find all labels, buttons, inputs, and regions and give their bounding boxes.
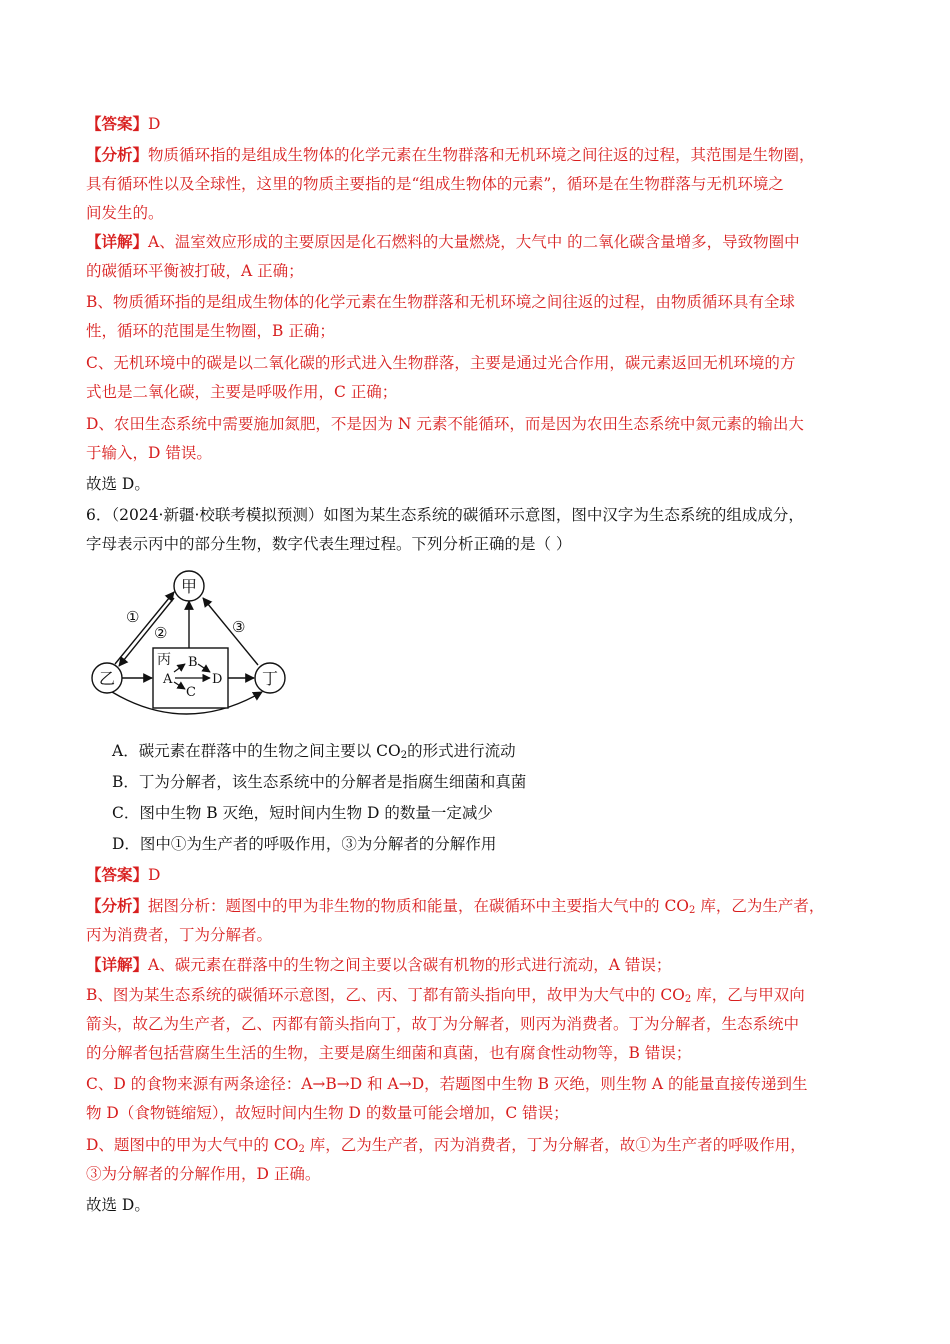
detail-text: D、题图中的甲为大气中的 CO <box>86 1136 299 1154</box>
q5-conclusion: 故选 D。 <box>86 475 150 493</box>
q6-detail-b-line-1 <box>86 985 805 1005</box>
q6-detail-b-line-3: 的分解者包括营腐生生活的生物，主要是腐生细菌和真菌，也有腐食性动物等，B 错误； <box>86 1044 692 1062</box>
q6-detail-d-line-2: ③为分解者的分解作用，D 正确。 <box>86 1165 321 1183</box>
process-2-label: ② <box>154 624 168 642</box>
q6-stem-line-2: 字母表示丙中的部分生物，数字代表生理过程。下列分析正确的是（ ） <box>86 535 572 553</box>
detail-text-end: 库，乙与甲双向 <box>691 986 805 1004</box>
answer-tag: 【答案】 <box>86 114 149 133</box>
q5-detail-b-line-2: 性，循环的范围是生物圈，B 正确； <box>86 322 335 340</box>
q6-option-d: D．图中①为生产者的呼吸作用，③为分解者的分解作用 <box>112 835 497 853</box>
organism-a: A <box>163 672 173 687</box>
q5-analysis-line-1 <box>86 145 815 165</box>
q6-option-b: B．丁为分解者，该生态系统中的分解者是指腐生细菌和真菌 <box>112 773 527 791</box>
q5-detail-a-line-1 <box>86 232 800 252</box>
q5-detail-a-line-2: 的碳循环平衡被打破，A 正确； <box>86 262 304 280</box>
carbon-cycle-diagram <box>86 568 306 728</box>
process-3-label: ③ <box>232 618 246 636</box>
q6-analysis-line-1 <box>86 896 824 916</box>
q5-answer <box>86 114 160 134</box>
q6-answer <box>86 865 160 885</box>
node-yi-label: 乙 <box>98 669 116 688</box>
detail-tag: 【详解】 <box>86 955 149 974</box>
subscript: 2 <box>400 750 408 761</box>
analysis-tag: 【分析】 <box>86 145 149 164</box>
q6-detail-c-line-2: 物 D（食物链缩短），故短时间内生物 D 的数量可能会增加，C 错误； <box>86 1104 569 1122</box>
q5-detail-c-line-2: 式也是二氧化碳，主要是呼吸作用，C 正确； <box>86 383 398 401</box>
box-bing-label: 丙 <box>157 652 171 668</box>
answer-value: D <box>148 866 161 884</box>
detail-text-end: 库，乙为生产者，丙为消费者，丁为分解者，故①为生产者的呼吸作用， <box>304 1136 806 1154</box>
detail-text: A、温室效应形成的主要原因是化石燃料的大量燃烧，大气中 的二氧化碳含量增多，导致物圈中 <box>148 233 800 251</box>
q6-option-c: C．图中生物 B 灭绝，短时间内生物 D 的数量一定减少 <box>112 804 493 822</box>
organism-b: B <box>188 655 198 670</box>
q5-detail-d-line-1: D、农田生态系统中需要施加氮肥，不是因为 N 元素不能循环，而是因为农田生态系统中氮元素的输出大 <box>86 415 804 433</box>
q6-detail-c-line-1: C、D 的食物来源有两条途径：A→B→D 和 A→D，若题图中生物 B 灭绝，则生物 A 的能量直接传递到生 <box>86 1075 808 1093</box>
option-a-text-end: 的形式进行流动 <box>407 742 516 760</box>
organism-c: C <box>186 685 196 700</box>
q6-detail-a <box>86 955 671 975</box>
detail-text: A、碳元素在群落中的生物之间主要以含碳有机物的形式进行流动，A 错误； <box>148 956 672 974</box>
analysis-tag: 【分析】 <box>86 896 149 915</box>
analysis-text: 物质循环指的是组成生物体的化学元素在生物群落和无机环境之间往返的过程，其范围是生物圈， <box>148 146 815 164</box>
q6-analysis-line-2: 丙为消费者，丁为分解者。 <box>86 926 273 944</box>
q5-detail-c-line-1: C、无机环境中的碳是以二氧化碳的形式进入生物群落，主要是通过光合作用，碳元素返回无机环境的方 <box>86 354 796 372</box>
node-jia-label: 甲 <box>180 577 198 596</box>
answer-tag: 【答案】 <box>86 865 149 884</box>
q6-stem-line-1: 6．（2024·新疆·校联考模拟预测）如图为某生态系统的碳循环示意图，图中汉字为生态系统的组成成分， <box>86 506 804 524</box>
detail-tag: 【详解】 <box>86 232 149 251</box>
subscript: 2 <box>298 1144 305 1155</box>
detail-text: B、图为某生态系统的碳循环示意图，乙、丙、丁都有箭头指向甲，故甲为大气中的 CO <box>86 986 685 1004</box>
q5-analysis-line-3: 间发生的。 <box>86 204 164 222</box>
process-1-label: ① <box>126 608 140 626</box>
q5-detail-b-line-1: B、物质循环指的是组成生物体的化学元素在生物群落和无机环境之间往返的过程，由物质循环具有全球 <box>86 293 795 311</box>
option-a-text: A．碳元素在群落中的生物之间主要以 CO <box>112 742 401 760</box>
answer-value: D <box>148 115 161 133</box>
q6-option-a <box>112 741 516 761</box>
organism-d: D <box>212 672 223 687</box>
analysis-text-end: 库，乙为生产者， <box>695 897 825 915</box>
q6-detail-b-line-2: 箭头，故乙为生产者，乙、丙都有箭头指向丁，故丁为分解者，则丙为消费者。丁为分解者，生态系统中 <box>86 1015 800 1033</box>
node-ding-label: 丁 <box>261 669 279 688</box>
q6-detail-d-line-1 <box>86 1135 806 1155</box>
analysis-text: 据图分析：题图中的甲为非生物的物质和能量，在碳循环中主要指大气中的 CO <box>148 897 690 915</box>
subscript: 2 <box>689 905 696 916</box>
q5-analysis-line-2: 具有循环性以及全球性，这里的物质主要指的是“组成生物体的元素”，循环是在生物群落与无机环境之 <box>86 175 784 193</box>
subscript: 2 <box>684 994 692 1005</box>
q6-conclusion: 故选 D。 <box>86 1196 150 1214</box>
q5-detail-d-line-2: 于输入，D 错误。 <box>86 444 212 462</box>
